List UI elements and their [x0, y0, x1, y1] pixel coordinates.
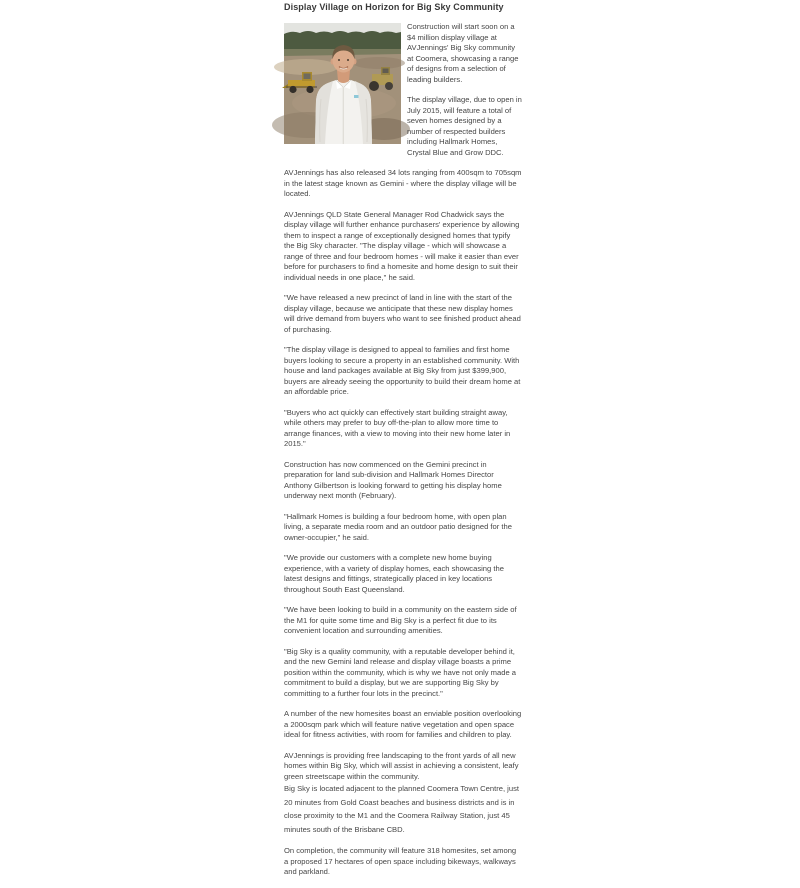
article-paragraph-11: "We have been looking to build in a community on the eastern side of the M1 for quite some time and Big Sky is a perfect fit due to its convenient location and surrounding amenities. — [284, 605, 517, 635]
article-paragraph-6: "The display village is designed to appeal to families and first home buyers looking to secure a property in an established community. With house and land packages available at Big Sky from just $399,900, buyers are already seeing the opportunity to build their dream home at an affordable price. — [284, 345, 521, 396]
article-paragraph-5: "We have released a new precinct of land in line with the start of the display village, because we anticipate that these new display homes will drive demand from buyers who want to see finished product ahead of purchasing. — [284, 293, 521, 334]
article-paragraph-7: "Buyers who act quickly can effectively start building straight away, while others may prefer to buy off-the-plan to allow more time to arrange finances, with a view to moving into their new home later in 2015." — [284, 407, 511, 448]
article-paragraph-13: A number of the new homesites boast an enviable position overlooking a 2000sqm park which will feature native vegetation and open space ideal for fitness activities, with room for families and children to play. — [284, 709, 522, 739]
article-paragraph-14: AVJennings is providing free landscaping to the front yards of all new homes within Big Sky, which will assist in achieving a consistent, leafy green streetscape within the community. — [284, 750, 519, 781]
article-paragraph-3: AVJennings has also released 34 lots ranging from 400sqm to 705sqm in the latest stage known as Gemini - where the display village will be located. — [284, 168, 522, 198]
article-paragraph-2: The display village, due to open in July 2015, will feature a total of seven homes designed by a number of respected builders including Hallmark Homes, Crystal Blue and Grow DDC. — [407, 95, 522, 157]
article-paragraph-8: Construction has now commenced on the Gemini precinct in preparation for land sub-division and Hallmark Homes Director Anthony Gilbertson is looking forward to getting his display home underway next month (February). — [284, 459, 502, 500]
article-title: Display Village on Horizon for Big Sky Community — [284, 2, 504, 12]
article-paragraph-16: On completion, the community will feature 318 homesites, set among a proposed 17 hectares of open space including bikeways, walkways and parkland. — [284, 846, 517, 876]
article-photo — [284, 23, 401, 144]
article-paragraph-1: Construction will start soon on a $4 million display village at AVJennings' Big Sky community at Coomera, showcasing a range of designs from a selection of leading builders. — [407, 22, 519, 84]
news-article — [284, 2, 522, 888]
article-paragraph-4: AVJennings QLD State General Manager Rod Chadwick says the display village will further enhance purchasers' experience by allowing them to inspect a range of exceptionally designed homes that typify the Big Sky character. "The display village - which will showcase a range of three and four bedroom homes - will make it easier than ever before for purchasers to find a homesite and home design to suit their individual needs in one place," he said. — [284, 209, 520, 282]
article-paragraph-12: "Big Sky is a quality community, with a reputable developer behind it, and the new Gemini land release and display village boasts a prime position within the community, which is why we have not only made a commitment to build a display, but we are supporting Big Sky by committing to a further four lots in the precinct." — [284, 646, 517, 698]
article-paragraph-15: Big Sky is located adjacent to the planned Coomera Town Centre, just 20 minutes from Gold Coast beaches and business districts and is in close proximity to the M1 and the Coomera Railway Station, just 45 minutes south of the Brisbane CBD. — [284, 784, 519, 834]
article-paragraph-10: "We provide our customers with a complete new home buying experience, with a variety of display homes, each showcasing the latest designs and fittings, strategically placed in key locations throughout South East Queensland. — [284, 553, 504, 594]
construction-site-photo-illustration — [284, 23, 401, 144]
article-paragraph-9: "Hallmark Homes is building a four bedroom home, with open plan living, a separate media room and an outdoor patio designed for the owner-occupier," he said. — [284, 511, 512, 542]
